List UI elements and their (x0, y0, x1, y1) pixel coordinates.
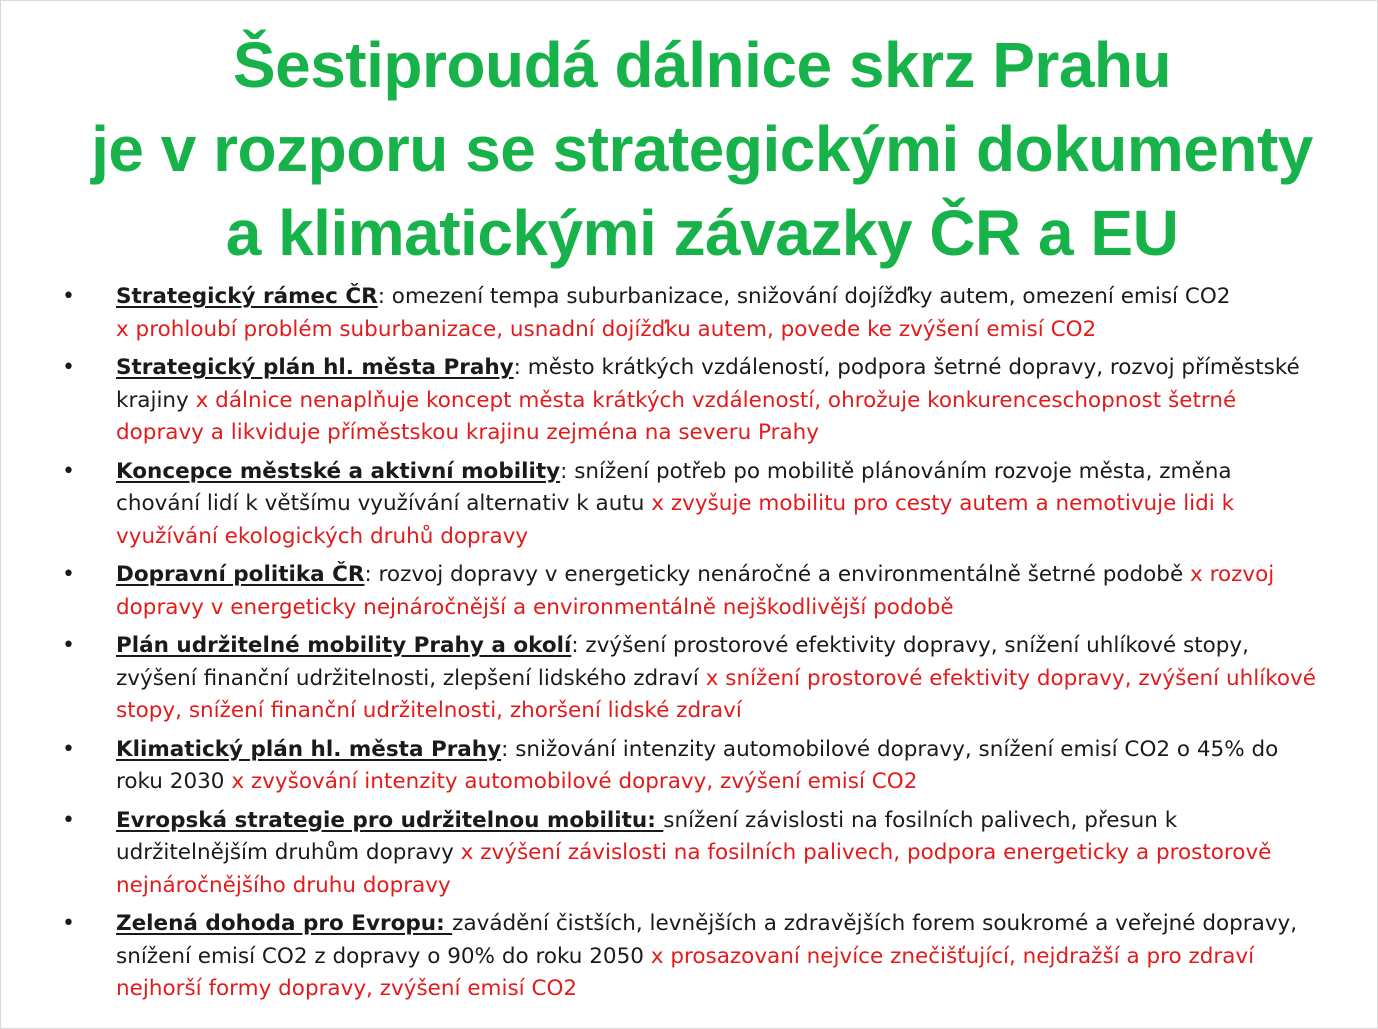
item-contra: x prohloubí problém suburbanizace, usnadní dojížďku autem, povede ke zvýšení emisí CO2 (116, 316, 1097, 342)
item-heading: Klimatický plán hl. města Prahy (116, 736, 502, 762)
item-contra: x zvyšování intenzity automobilové dopravy, zvýšení emisí CO2 (231, 769, 918, 794)
item-contra: x zvyšuje mobilitu pro cesty autem a nemotivuje lidi k využívání ekologických druhů dopravy (116, 491, 1235, 549)
item-goal: zvýšení prostorové efektivity dopravy, snížení uhlíkové stopy, zvýšení finanční udržitelnosti, zlepšení lidského zdraví (116, 633, 1249, 691)
list-item (1, 908, 1378, 1006)
item-goal: omezení tempa suburbanizace, snižování dojížďky autem, omezení emisí CO2 (384, 284, 1231, 309)
item-heading: Evropská strategie pro udržitelnou mobilitu: (116, 807, 664, 833)
item-heading: Strategický rámec ČR (116, 284, 378, 309)
item-contra: x dálnice nenaplňuje koncept města krátkých vzdáleností, ohrožuje konkurenceschopnost šetrné dopravy a likviduje příměstskou krajinu zejména na severu Prahy (116, 387, 1237, 445)
item-contra: x prosazovaní nejvíce znečišťující, nejdražší a pro zdraví nejhorší formy dopravy, zvýšení emisí CO2 (116, 943, 1255, 1001)
item-goal: snižování intenzity automobilové dopravy, snížení emisí CO2 o 45% do roku 2030 (116, 736, 1279, 794)
list-item (1, 805, 1378, 903)
title-line-1: Šestiproudá dálnice skrz Prahu (232, 29, 1172, 101)
bullet-list (1, 281, 1378, 1012)
item-goal: zavádění čistších, levnějších a zdravějších forem soukromé a veřejné dopravy, snížení emisí CO2 z dopravy o 90% do roku 2050 (116, 911, 1298, 969)
bullet-icon: • (62, 736, 75, 762)
item-heading-suffix: : (560, 458, 568, 484)
bullet-icon: • (62, 807, 75, 833)
slide-title (1, 23, 1378, 275)
item-heading-suffix: : (513, 355, 521, 380)
item-heading-suffix: : (377, 284, 385, 309)
bullet-icon: • (62, 633, 75, 658)
bullet-icon: • (62, 284, 75, 309)
list-item (1, 559, 1378, 624)
title-line-2: je v rozporu se strategickými dokumenty (91, 113, 1313, 185)
item-goal: rozvoj dopravy v energeticky nenáročné a environmentálně šetrné podobě (371, 562, 1191, 587)
item-heading: Plán udržitelné mobility Prahy a okolí (116, 633, 572, 658)
bullet-icon: • (62, 355, 75, 380)
list-item (1, 734, 1378, 799)
item-heading: Strategický plán hl. města Prahy (116, 355, 514, 380)
item-goal: snížení závislosti na fosilních palivech, přesun k udržitelnějším druhům dopravy (116, 807, 1178, 865)
item-contra: x rozvoj dopravy v energeticky nejnáročnější a environmentálně nejškodlivější podobě (116, 562, 1275, 620)
item-goal: město krátkých vzdáleností, podpora šetrné dopravy, rozvoj příměstské krajiny (116, 355, 1300, 413)
list-item (1, 456, 1378, 554)
list-item (1, 352, 1378, 450)
item-heading-suffix: : (571, 633, 579, 658)
bullet-icon: • (62, 458, 75, 484)
bullet-icon: • (62, 911, 75, 936)
list-item (1, 630, 1378, 728)
bullet-icon: • (62, 562, 75, 587)
item-heading-suffix: : (364, 562, 372, 587)
item-heading: Dopravní politika ČR (116, 562, 365, 587)
item-heading-suffix: : (501, 736, 509, 762)
item-contra: x snížení prostorové efektivity dopravy, zvýšení uhlíkové stopy, snížení finanční udržitelnosti, zhoršení lidské zdraví (116, 665, 1316, 723)
item-goal: snížení potřeb po mobilitě plánováním rozvoje města, změna chování lidí k většímu využívání alternativ k autu (116, 458, 1232, 516)
title-line-3: a klimatickými závazky ČR a EU (225, 197, 1179, 269)
item-heading: Koncepce městské a aktivní mobility (116, 458, 561, 484)
item-contra: x zvýšení závislosti na fosilních palivech, podpora energeticky a prostorově nejnáročnějšího druhu dopravy (116, 840, 1272, 898)
list-item (1, 281, 1378, 346)
item-heading: Zelená dohoda pro Evropu: (116, 911, 453, 936)
